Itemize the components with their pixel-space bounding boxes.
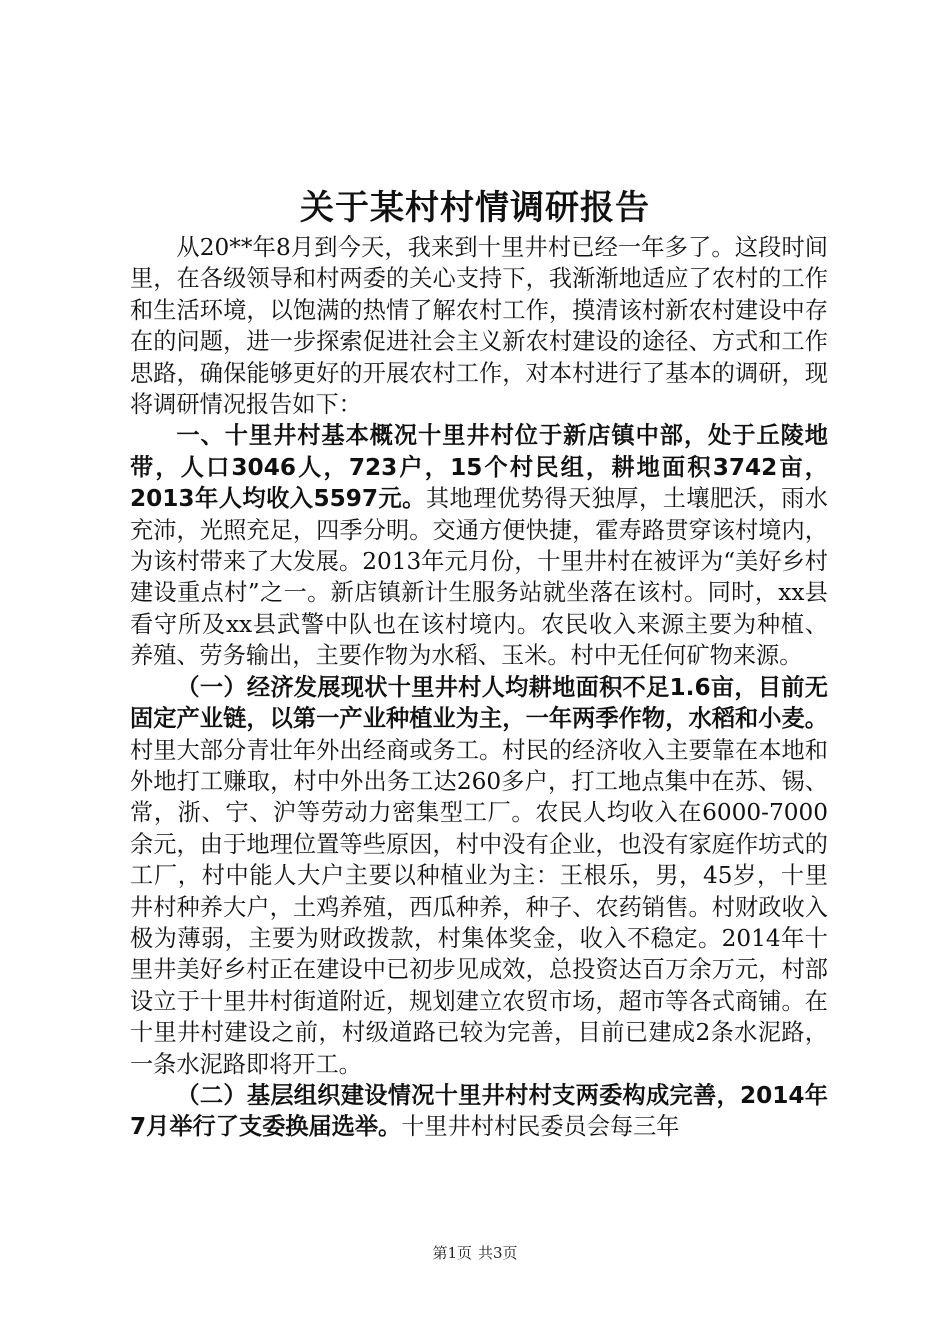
page-number: 第1页 <box>432 1244 472 1262</box>
paragraph-text: 其地理优势得天独厚，土壤肥沃，雨水充沛，光照充足，四季分明。交通方便快捷，霍寿路贯穿该村境内，为该村带来了大发展。2013年元月份，十里井村在被评为“美好乡村建设重点村”之一。新店镇新计生服务站就坐落在该村。同时，xx县看守所及xx县武警中队也在该村境内。农民收入来源主要为种植、养殖、劳务输出，主要作物为水稻、玉米。村中无任何矿物来源。 <box>130 485 828 670</box>
paragraph-section-1-2 <box>130 1080 828 1143</box>
paragraph-text: 村里大部分青壮年外出经商或务工。村民的经济收入主要靠在本地和外地打工赚取，村中外出务工达260多户，打工地点集中在苏、锡、常，浙、宁、沪等劳动力密集型工厂。农民人均收入在6000-7000余元，由于地理位置等些原因，村中没有企业，也没有家庭作坊式的工厂，村中能人大户主要以种植业为主：王根乐，男，45岁，十里井村种养大户，土鸡养殖，西瓜种养，种子、农药销售。村财政收入极为薄弱，主要为财政拨款，村集体奖金，收入不稳定。2014年十里井美好乡村正在建设中已初步见成效，总投资达百万余万元，村部设立于十里井村街道附近，规划建立农贸市场，超市等各式商铺。在十里井村建设之前，村级道路已较为完善，目前已建成2条水泥路，一条水泥路即将开工。 <box>130 736 828 1078</box>
page-total: 共3页 <box>478 1244 518 1262</box>
document-body <box>130 232 828 1143</box>
paragraph-text: 从20**年8月到今天，我来到十里井村已经一年多了。这段时间里，在各级领导和村两委的关心支持下，我渐渐地适应了农村的工作和生活环境，以饱满的热情了解农村工作，摸清该村新农村建设中存在的问题，进一步探索促进社会主义新农村建设的途径、方式和工作思路，确保能够更好的开展农村工作，对本村进行了基本的调研，现将调研情况报告如下： <box>130 234 828 419</box>
page-footer <box>0 1243 950 1263</box>
paragraph-heading: （一）经济发展现状十里井村人均耕地面积不足1.6亩，目前无固定产业链，以第一产业种植业为主，一年两季作物，水稻和小麦。 <box>130 673 828 733</box>
paragraph-heading: （二）基层组织建设情况十里井村村支两委构成完善，2014年7月举行了支委换届选举。 <box>130 1081 828 1141</box>
paragraph-intro <box>130 232 828 420</box>
paragraph-section-1-1 <box>130 672 828 1080</box>
paragraph-section-1 <box>130 420 828 671</box>
paragraph-text: 十里井村村民委员会每三年 <box>401 1113 680 1141</box>
paragraph-heading: 一、十里井村基本概况十里井村位于新店镇中部，处于丘陵地带，人口3046人，723户，15个村民组，耕地面积3742亩，2013年人均收入5597元。 <box>130 422 828 513</box>
document-title: 关于某村村情调研报告 <box>300 188 650 228</box>
